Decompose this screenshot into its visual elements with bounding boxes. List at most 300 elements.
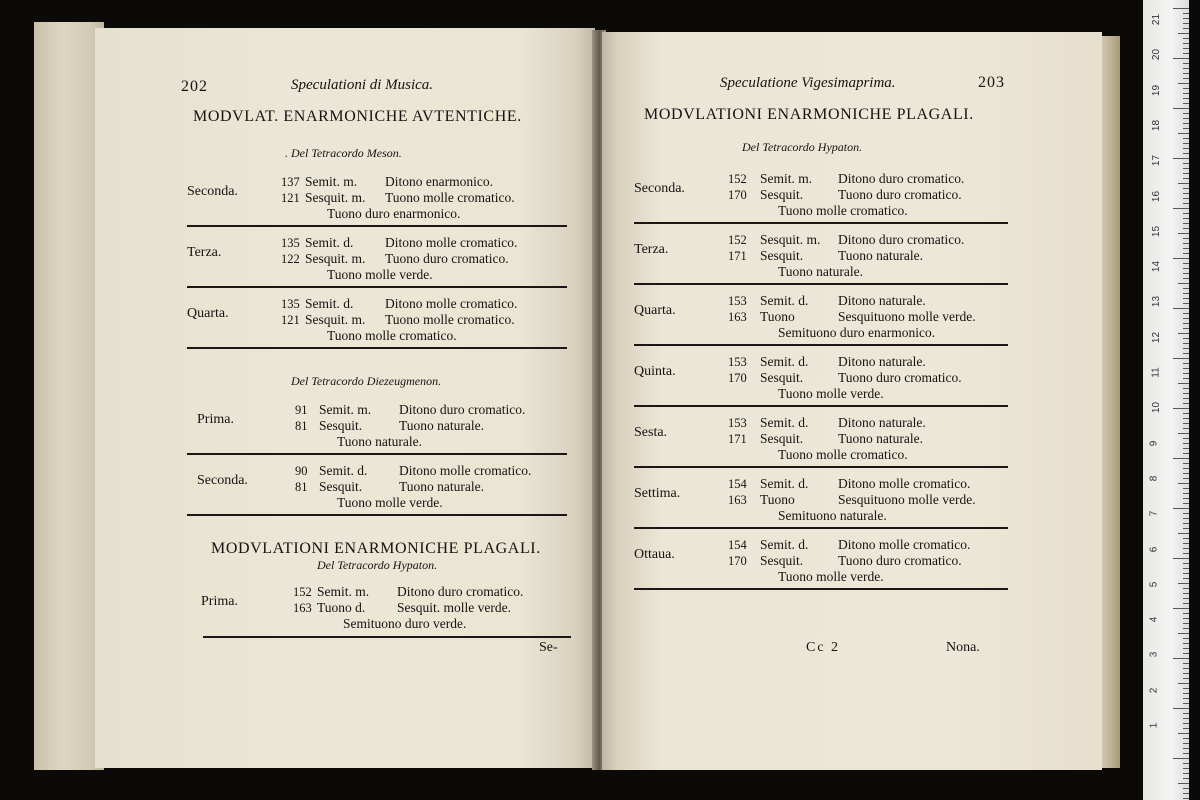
ruler-tick [1178, 683, 1189, 684]
ruler-tick [1178, 33, 1189, 34]
entry-label: Terza. [634, 242, 669, 257]
entry-interval: Sesquit. [760, 370, 804, 385]
ruler-tick [1178, 783, 1189, 784]
entry-interval: Sesquit. m. [305, 312, 366, 327]
entry-interval: Tuono [760, 309, 795, 324]
right-signature-mark: Cc 2 [806, 640, 841, 655]
ruler-tick [1183, 228, 1189, 229]
ruler-tick [1178, 433, 1189, 434]
ruler-tick [1183, 368, 1189, 369]
ruler-number: 15 [1151, 225, 1163, 237]
ruler-tick [1183, 173, 1189, 174]
left-folio: 202 [181, 78, 208, 95]
ruler-tick [1178, 333, 1189, 334]
entry-interval: Sesquit. m. [305, 251, 366, 266]
ruler-number: 6 [1148, 546, 1160, 552]
entry-number: 170 [728, 554, 747, 568]
ruler-tick [1178, 83, 1189, 84]
entry-description: Sesquit. molle verde. [397, 600, 511, 615]
section-rule [634, 344, 1008, 346]
ruler-number: 9 [1148, 440, 1160, 446]
entry-description: Ditono molle cromatico. [838, 537, 971, 552]
left-section1-title: MODVLAT. ENARMONICHE AVTENTICHE. [193, 108, 522, 125]
ruler-tick [1178, 583, 1189, 584]
ruler-tick [1183, 573, 1189, 574]
section-rule [634, 222, 1008, 224]
entry-number: 171 [728, 249, 747, 263]
entry-summary: Tuono naturale. [337, 434, 422, 449]
ruler-tick [1183, 148, 1189, 149]
entry-summary: Tuono molle cromatico. [778, 203, 908, 218]
ruler-number: 8 [1148, 475, 1160, 482]
ruler-tick [1183, 448, 1189, 449]
entry-description: Tuono naturale. [838, 431, 923, 446]
entry-number: 153 [728, 355, 747, 369]
entry-description: Tuono naturale. [399, 418, 484, 433]
ruler-number: 21 [1151, 13, 1163, 26]
ruler-tick [1183, 128, 1189, 129]
ruler-tick [1183, 713, 1189, 714]
ruler-tick [1183, 373, 1189, 374]
ruler-tick [1183, 668, 1189, 669]
ruler-tick [1183, 428, 1189, 429]
ruler-tick [1173, 458, 1189, 459]
ruler-tick [1183, 753, 1189, 754]
ruler-tick [1183, 743, 1189, 744]
ruler-tick [1173, 758, 1189, 759]
ruler-tick [1183, 298, 1189, 299]
ruler-tick [1183, 243, 1189, 244]
right-section-title: MODVLATIONI ENARMONICHE PLAGALI. [644, 106, 974, 123]
ruler-tick [1178, 483, 1189, 484]
entry-description: Tuono duro cromatico. [838, 370, 962, 385]
entry-interval: Tuono d. [317, 600, 366, 615]
ruler-number: 3 [1148, 652, 1160, 658]
right-page [602, 32, 1102, 770]
entry-description: Ditono molle cromatico. [399, 463, 532, 478]
ruler-tick [1183, 163, 1189, 164]
ruler-tick [1183, 118, 1189, 119]
entry-number: 170 [728, 188, 747, 202]
entry-description: Tuono duro cromatico. [385, 251, 509, 266]
ruler-tick [1183, 393, 1189, 394]
entry-summary: Semituono duro enarmonico. [778, 325, 936, 340]
entry-interval: Sesquit. [760, 553, 804, 568]
entry-label: Quinta. [634, 364, 676, 379]
entry-interval: Semit. m. [305, 174, 358, 189]
ruler-tick [1183, 463, 1189, 464]
ruler-tick [1183, 343, 1189, 344]
entry-interval: Sesquit. m. [760, 232, 821, 247]
left-catchword: Se- [539, 640, 558, 655]
ruler-tick [1183, 718, 1189, 719]
ruler-tick [1183, 218, 1189, 219]
entry-interval: Semit. d. [319, 463, 368, 478]
ruler-tick [1183, 68, 1189, 69]
ruler-tick [1183, 98, 1189, 99]
ruler-tick [1183, 443, 1189, 444]
section-rule [634, 405, 1008, 407]
ruler-tick [1183, 513, 1189, 514]
entry-label: Ottaua. [634, 547, 675, 562]
entry-label: Terza. [187, 245, 222, 260]
ruler-tick [1183, 213, 1189, 214]
ruler-tick [1183, 348, 1189, 349]
ruler-tick [1183, 48, 1189, 49]
ruler-tick [1183, 423, 1189, 424]
entry-interval: Semit. d. [305, 296, 354, 311]
entry-interval: Semit. m. [317, 584, 370, 599]
ruler-tick [1178, 183, 1189, 184]
entry-number: 152 [728, 233, 747, 247]
right-folio: 203 [978, 74, 1005, 91]
ruler-tick [1183, 278, 1189, 279]
entry-description: Tuono naturale. [399, 479, 484, 494]
entry-number: 152 [293, 585, 312, 599]
entry-number: 91 [295, 403, 308, 417]
ruler-tick [1183, 673, 1189, 674]
ruler-tick [1173, 8, 1189, 9]
entry-description: Ditono molle cromatico. [838, 476, 971, 491]
entry-number: 121 [281, 191, 300, 205]
ruler-tick [1183, 88, 1189, 89]
ruler-tick [1183, 403, 1189, 404]
entry-interval: Sesquit. [319, 479, 363, 494]
entry-description: Sesquituono molle verde. [838, 309, 976, 324]
ruler-tick [1183, 438, 1189, 439]
ruler-tick [1183, 788, 1189, 789]
ruler-tick [1183, 728, 1189, 729]
entry-description: Ditono duro cromatico. [838, 171, 965, 186]
ruler-tick [1183, 598, 1189, 599]
entry-interval: Sesquit. m. [305, 190, 366, 205]
left-section1-subtitle: . Del Tetracordo Meson. [285, 146, 402, 160]
section-rule [187, 225, 567, 227]
ruler-tick [1183, 123, 1189, 124]
entry-description: Ditono naturale. [838, 415, 926, 430]
section-rule [634, 283, 1008, 285]
ruler-tick [1173, 708, 1189, 709]
ruler-tick [1183, 638, 1189, 639]
ruler-tick [1183, 168, 1189, 169]
ruler-tick [1183, 293, 1189, 294]
ruler-tick [1183, 273, 1189, 274]
ruler-tick [1173, 608, 1189, 609]
ruler-number: 1 [1148, 722, 1160, 729]
ruler-tick [1183, 363, 1189, 364]
entry-summary: Tuono naturale. [778, 264, 863, 279]
entry-summary: Tuono molle verde. [778, 386, 884, 401]
ruler-number: 18 [1151, 119, 1163, 131]
entry-interval: Semit. d. [760, 415, 809, 430]
ruler-number: 7 [1148, 510, 1160, 517]
ruler-tick [1183, 588, 1189, 589]
entry-label: Prima. [201, 594, 238, 609]
entry-number: 137 [281, 175, 300, 189]
entry-description: Ditono molle cromatico. [385, 235, 518, 250]
ruler-number: 12 [1151, 331, 1163, 343]
entry-number: 90 [295, 464, 308, 478]
section-rule [634, 588, 1008, 590]
ruler-tick [1178, 133, 1189, 134]
ruler-tick [1173, 158, 1189, 159]
ruler-tick [1183, 768, 1189, 769]
ruler-tick [1173, 558, 1189, 559]
ruler-tick [1183, 678, 1189, 679]
ruler-tick [1183, 623, 1189, 624]
ruler-tick [1183, 478, 1189, 479]
ruler-tick [1183, 203, 1189, 204]
ruler-tick [1183, 488, 1189, 489]
entry-summary: Semituono naturale. [778, 508, 887, 523]
entry-summary: Tuono molle verde. [327, 267, 433, 282]
ruler-tick [1183, 563, 1189, 564]
ruler-tick [1183, 698, 1189, 699]
ruler-tick [1183, 78, 1189, 79]
entry-description: Ditono molle cromatico. [385, 296, 518, 311]
left-section2-subtitle: Del Tetracordo Diezeugmenon. [291, 374, 442, 388]
entry-interval: Tuono [760, 492, 795, 507]
entry-description: Ditono naturale. [838, 293, 926, 308]
ruler-tick [1178, 283, 1189, 284]
ruler-tick [1183, 518, 1189, 519]
entry-interval: Semit. m. [760, 171, 813, 186]
entry-description: Ditono duro cromatico. [399, 402, 526, 417]
entry-label: Quarta. [187, 306, 229, 321]
entry-label: Seconda. [634, 181, 685, 196]
ruler-tick [1183, 703, 1189, 704]
entry-number: 152 [728, 172, 747, 186]
ruler-tick [1178, 533, 1189, 534]
ruler-tick [1183, 38, 1189, 39]
ruler-tick [1183, 143, 1189, 144]
left-section3-title: MODVLATIONI ENARMONICHE PLAGALI. [211, 540, 541, 557]
ruler-tick [1183, 43, 1189, 44]
ruler-tick [1183, 93, 1189, 94]
ruler-tick [1183, 113, 1189, 114]
ruler-tick [1183, 468, 1189, 469]
ruler-number: 19 [1151, 84, 1163, 96]
ruler-tick [1183, 493, 1189, 494]
entry-number: 135 [281, 297, 300, 311]
entry-number: 163 [728, 493, 747, 507]
entry-interval: Semit. d. [760, 354, 809, 369]
right-catchword: Nona. [946, 640, 980, 655]
ruler-tick [1183, 528, 1189, 529]
ruler-number: 4 [1148, 616, 1160, 623]
ruler-number: 11 [1150, 367, 1162, 378]
ruler-tick [1183, 23, 1189, 24]
section-rule [634, 527, 1008, 529]
entry-description: Tuono duro cromatico. [838, 187, 962, 202]
right-running-title: Speculatione Vigesimaprima. [720, 75, 896, 91]
entry-label: Quarta. [634, 303, 676, 318]
entry-interval: Semit. d. [760, 537, 809, 552]
ruler-tick [1173, 208, 1189, 209]
ruler-tick [1183, 178, 1189, 179]
ruler-tick [1183, 53, 1189, 54]
section-rule [187, 453, 567, 455]
ruler-tick [1183, 738, 1189, 739]
entry-number: 154 [728, 477, 747, 491]
ruler-tick [1183, 28, 1189, 29]
ruler-tick [1183, 188, 1189, 189]
ruler-tick [1183, 548, 1189, 549]
ruler-tick [1183, 688, 1189, 689]
ruler-tick [1183, 248, 1189, 249]
entry-description: Tuono duro cromatico. [838, 553, 962, 568]
ruler-tick [1173, 58, 1189, 59]
ruler-number: 16 [1151, 190, 1163, 202]
entry-number: 121 [281, 313, 300, 327]
entry-description: Tuono molle cromatico. [385, 190, 515, 205]
ruler-tick [1183, 318, 1189, 319]
ruler-number: 2 [1148, 687, 1160, 693]
ruler-tick [1178, 633, 1189, 634]
ruler-tick [1183, 763, 1189, 764]
ruler-tick [1183, 498, 1189, 499]
entry-number: 163 [728, 310, 747, 324]
entry-summary: Semituono duro verde. [343, 616, 467, 631]
ruler-tick [1183, 628, 1189, 629]
ruler-tick [1183, 63, 1189, 64]
ruler-tick [1183, 568, 1189, 569]
ruler-tick [1183, 238, 1189, 239]
entry-label: Seconda. [197, 473, 248, 488]
ruler-tick [1183, 288, 1189, 289]
ruler-tick [1183, 648, 1189, 649]
ruler-number: 13 [1151, 296, 1163, 308]
ruler-tick [1183, 353, 1189, 354]
ruler-tick [1173, 308, 1189, 309]
ruler-tick [1183, 13, 1189, 14]
ruler-tick [1183, 263, 1189, 264]
ruler-tick [1183, 338, 1189, 339]
ruler-tick [1183, 773, 1189, 774]
section-rule [187, 347, 567, 349]
ruler-tick [1183, 778, 1189, 779]
ruler-tick [1183, 103, 1189, 104]
section-rule [187, 514, 567, 516]
ruler-tick [1183, 453, 1189, 454]
ruler-tick [1183, 223, 1189, 224]
ruler-tick [1183, 723, 1189, 724]
ruler-tick [1183, 798, 1189, 799]
ruler-tick [1183, 523, 1189, 524]
ruler-tick [1183, 268, 1189, 269]
entry-description: Ditono enarmonico. [385, 174, 493, 189]
left-page [95, 28, 595, 768]
entry-description: Sesquituono molle verde. [838, 492, 976, 507]
ruler-tick [1183, 503, 1189, 504]
entry-interval: Sesquit. [319, 418, 363, 433]
entry-interval: Semit. m. [319, 402, 372, 417]
ruler-tick [1183, 398, 1189, 399]
ruler-tick [1173, 508, 1189, 509]
entry-description: Ditono naturale. [838, 354, 926, 369]
entry-number: 81 [295, 480, 308, 494]
entry-number: 135 [281, 236, 300, 250]
ruler-tick [1183, 313, 1189, 314]
entry-interval: Sesquit. [760, 248, 804, 263]
ruler-tick [1183, 73, 1189, 74]
left-section3-subtitle: Del Tetracordo Hypaton. [317, 558, 438, 572]
entry-interval: Semit. d. [760, 293, 809, 308]
ruler-tick [1183, 328, 1189, 329]
ruler-tick [1183, 193, 1189, 194]
ruler-tick [1173, 258, 1189, 259]
entry-label: Seconda. [187, 184, 238, 199]
ruler-tick [1173, 108, 1189, 109]
entry-number: 154 [728, 538, 747, 552]
ruler-number: 20 [1151, 49, 1163, 61]
right-section-subtitle: Del Tetracordo Hypaton. [742, 140, 863, 154]
entry-interval: Sesquit. [760, 431, 804, 446]
entry-description: Tuono naturale. [838, 248, 923, 263]
entry-number: 153 [728, 416, 747, 430]
ruler-number: 10 [1151, 402, 1163, 414]
ruler-tick [1183, 303, 1189, 304]
ruler-tick [1183, 613, 1189, 614]
ruler-tick [1183, 578, 1189, 579]
entry-interval: Semit. d. [760, 476, 809, 491]
entry-summary: Tuono molle verde. [337, 495, 443, 510]
entry-interval: Semit. d. [305, 235, 354, 250]
ruler-tick [1183, 473, 1189, 474]
ruler-tick [1183, 693, 1189, 694]
ruler-tick [1183, 388, 1189, 389]
entry-description: Tuono molle cromatico. [385, 312, 515, 327]
entry-description: Ditono duro cromatico. [397, 584, 524, 599]
ruler-tick [1183, 643, 1189, 644]
ruler-tick [1183, 323, 1189, 324]
ruler-tick [1173, 358, 1189, 359]
ruler-number: 14 [1151, 261, 1163, 273]
section-rule [203, 636, 571, 638]
section-rule [187, 286, 567, 288]
ruler-tick [1183, 413, 1189, 414]
ruler-number: 5 [1148, 581, 1160, 588]
ruler-tick [1183, 198, 1189, 199]
ruler-tick [1183, 153, 1189, 154]
ruler-tick [1183, 253, 1189, 254]
ruler-tick [1183, 653, 1189, 654]
ruler-tick [1178, 733, 1189, 734]
ruler-tick [1183, 663, 1189, 664]
ruler-tick [1183, 603, 1189, 604]
ruler-tick [1178, 233, 1189, 234]
entry-summary: Tuono duro enarmonico. [327, 206, 461, 221]
entry-number: 171 [728, 432, 747, 446]
entry-description: Ditono duro cromatico. [838, 232, 965, 247]
entry-label: Sesta. [634, 425, 668, 440]
ruler-tick [1183, 543, 1189, 544]
ruler-tick [1183, 618, 1189, 619]
entry-number: 153 [728, 294, 747, 308]
left-page-edges [34, 22, 104, 770]
ruler-tick [1183, 793, 1189, 794]
entry-summary: Tuono molle cromatico. [778, 447, 908, 462]
ruler-tick [1173, 408, 1189, 409]
ruler-tick [1183, 138, 1189, 139]
ruler-tick [1183, 748, 1189, 749]
ruler-tick [1183, 378, 1189, 379]
entry-number: 122 [281, 252, 300, 266]
entry-number: 170 [728, 371, 747, 385]
entry-label: Prima. [197, 412, 234, 427]
ruler-tick [1173, 658, 1189, 659]
ruler-tick [1183, 18, 1189, 19]
